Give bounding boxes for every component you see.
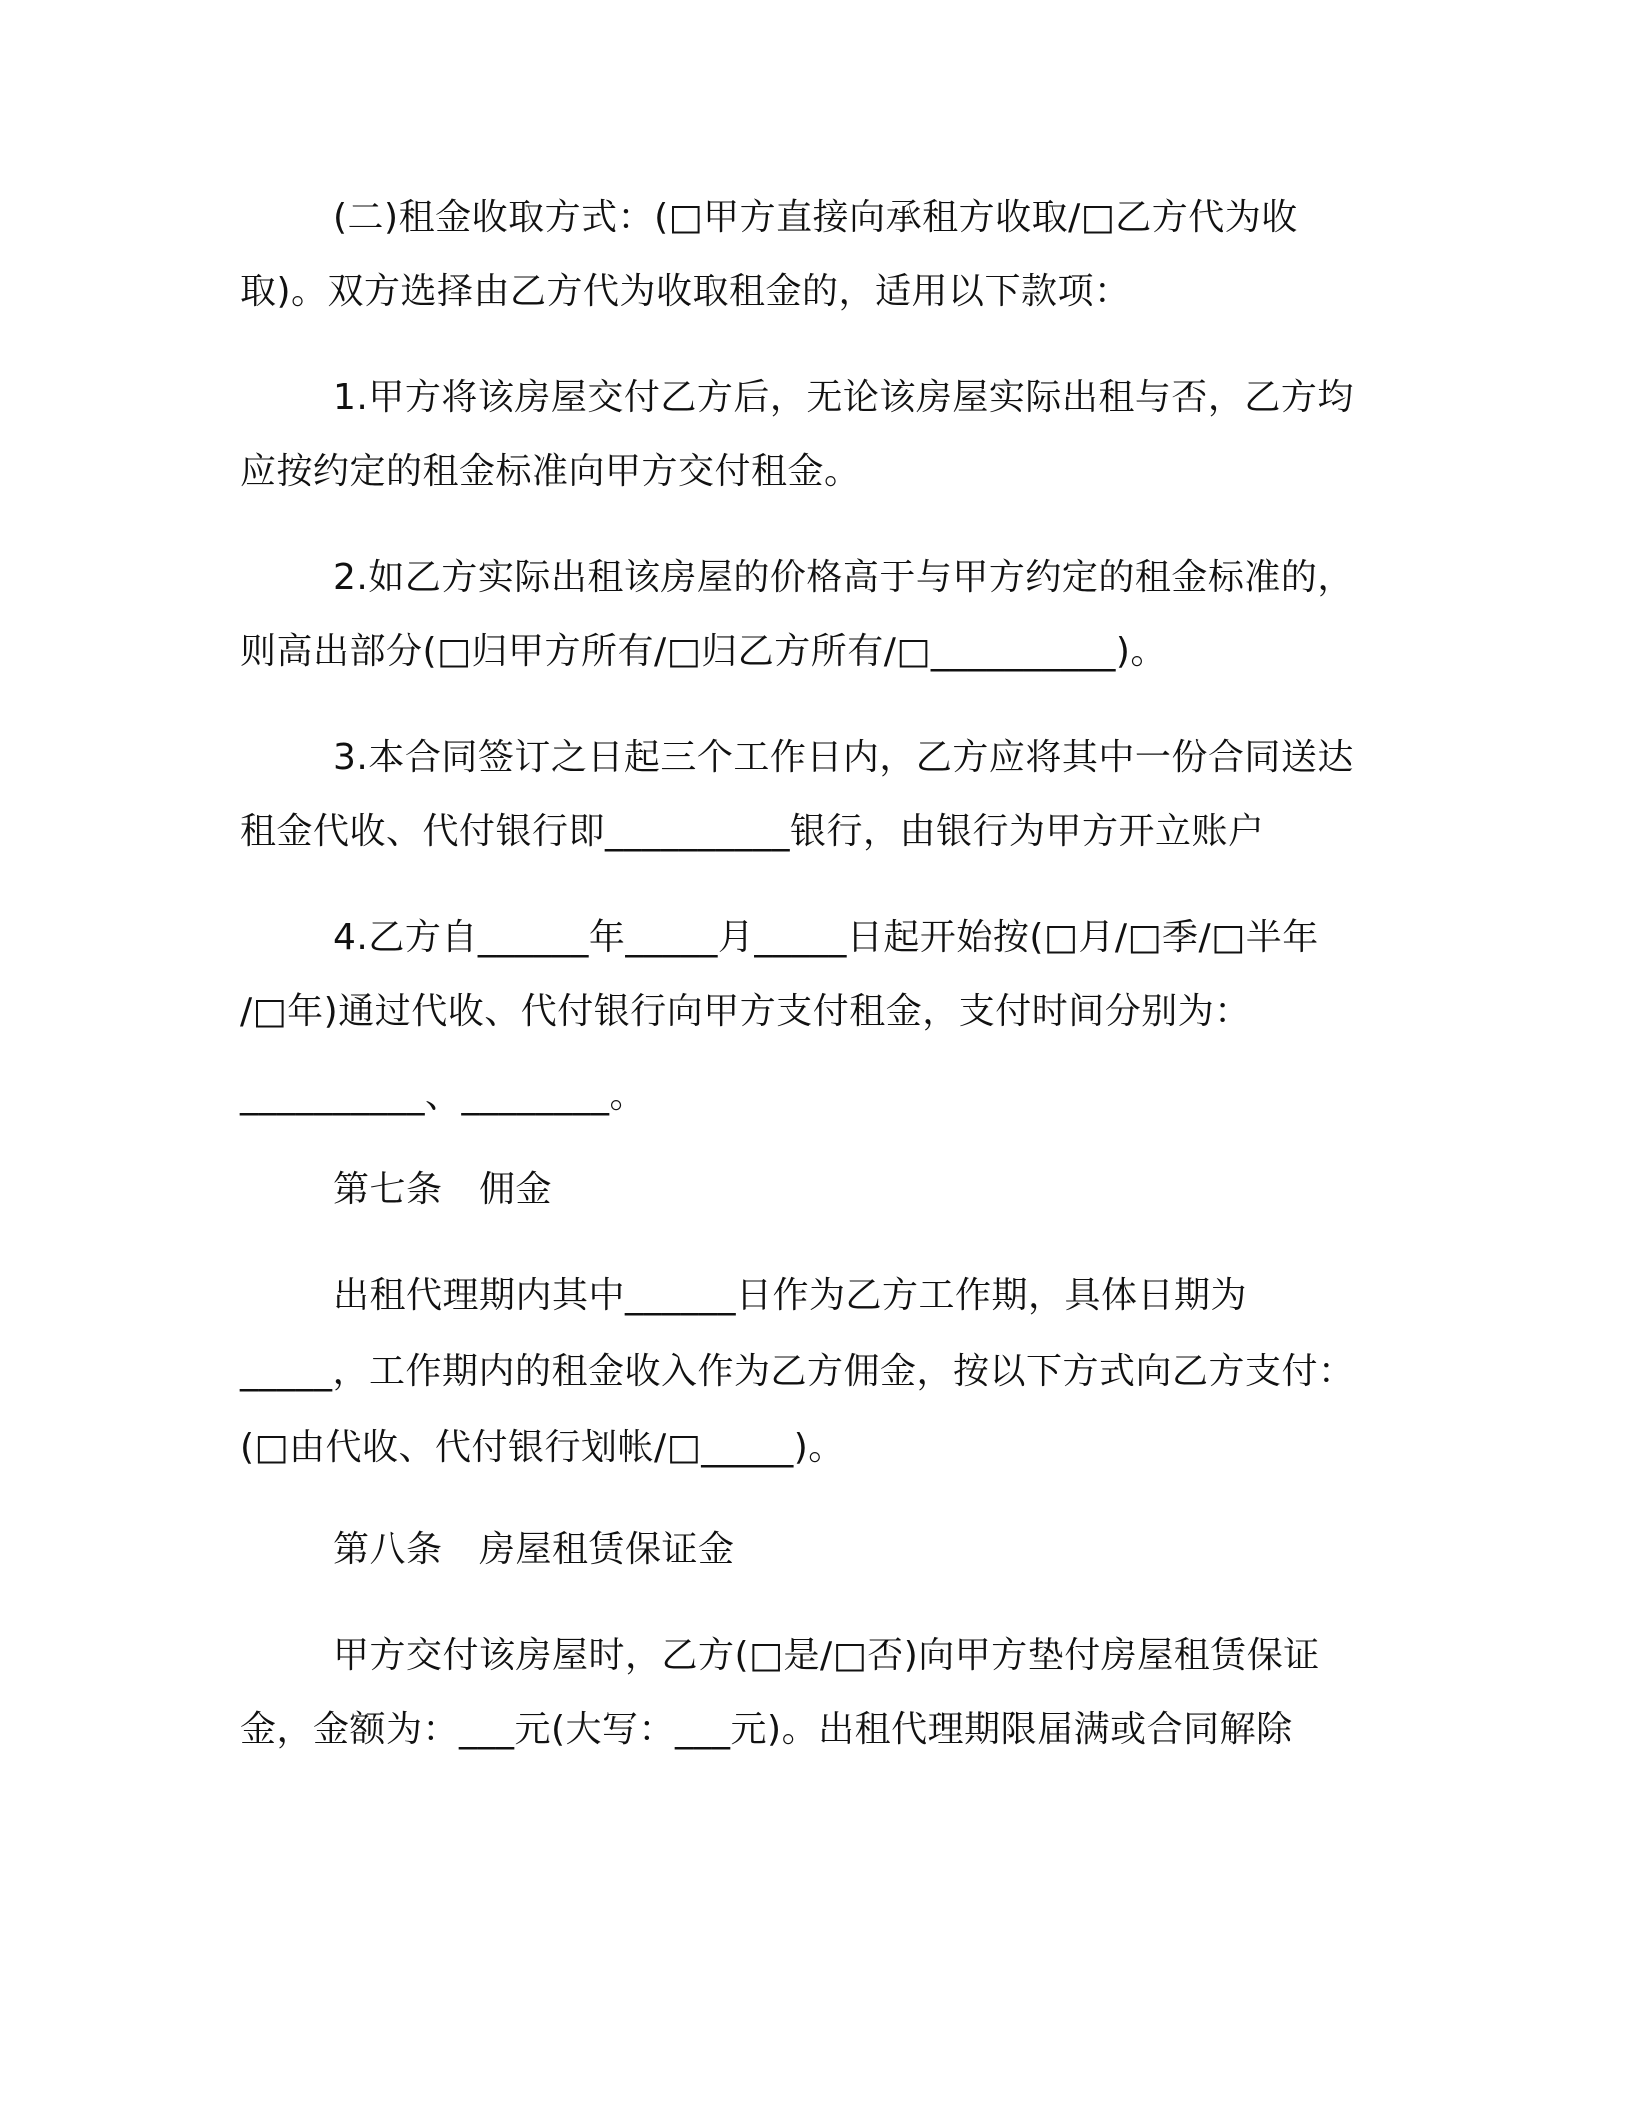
clause-4-line-2: /□年)通过代收、代付银行向甲方支付租金，支付时间分别为：: [240, 991, 1251, 1032]
clause-1-line-1: 1.甲方将该房屋交付乙方后，无论该房屋实际出租与否，乙方均: [333, 377, 1354, 418]
paragraph-rent-collection-line-2: 取)。双方选择由乙方代为收取租金的，适用以下款项：: [240, 271, 1131, 312]
clause-3-line-2: 租金代收、代付银行即__________银行，由银行为甲方开立账户: [240, 811, 1265, 852]
clause-2-line-2: 则高出部分(□归甲方所有/□归乙方所有/□__________)。: [240, 631, 1167, 672]
article-8-line-1: 甲方交付该房屋时，乙方(□是/□否)向甲方垫付房屋租赁保证: [333, 1635, 1320, 1676]
clause-4-line-1: 4.乙方自______年_____月_____日起开始按(□月/□季/□半年: [333, 917, 1319, 958]
paragraph-rent-collection-line-1: (二)租金收取方式：(□甲方直接向承租方收取/□乙方代为收: [333, 197, 1298, 238]
clause-1-line-2: 应按约定的租金标准向甲方交付租金。: [240, 451, 861, 492]
article-7-heading: 第七条 佣金: [333, 1169, 553, 1210]
article-7-line-1: 出租代理期内其中______日作为乙方工作期，具体日期为: [333, 1275, 1248, 1316]
article-8-line-2: 金，金额为：___元(大写：___元)。出租代理期限届满或合同解除: [240, 1709, 1293, 1750]
article-7-line-2: _____，工作期内的租金收入作为乙方佣金，按以下方式向乙方支付：: [240, 1351, 1355, 1392]
article-8-heading: 第八条 房屋租赁保证金: [333, 1529, 735, 1570]
clause-3-line-1: 3.本合同签订之日起三个工作日内，乙方应将其中一份合同送达: [333, 737, 1354, 778]
article-7-line-3: (□由代收、代付银行划帐/□_____)。: [240, 1427, 845, 1468]
clause-2-line-1: 2.如乙方实际出租该房屋的价格高于与甲方约定的租金标准的，: [333, 557, 1354, 598]
clause-4-line-3: __________、________。: [240, 1075, 646, 1116]
